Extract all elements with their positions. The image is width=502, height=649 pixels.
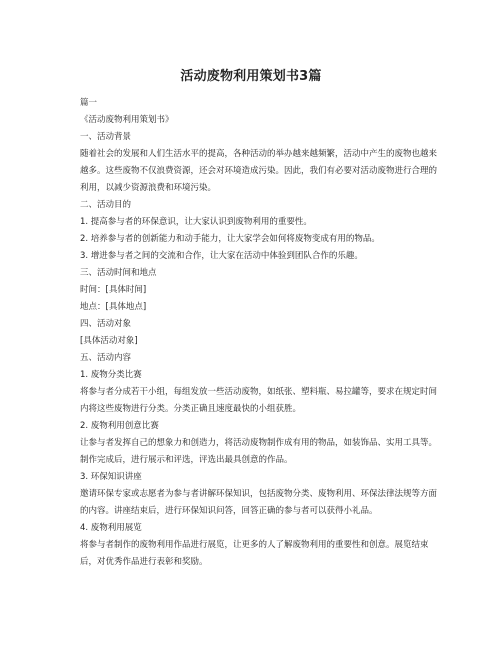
document-title: 活动废物利用策划书3篇 [180, 69, 322, 84]
paragraph: 让参与者发挥自己的想象力和创造力，将活动废物制作成有用的物品，如装饰品、实用工具等。制作完成后，进行展示和评选，评选出最具创意的作品。 [80, 438, 438, 465]
paragraph: 2. 废物利用创意比赛 [80, 421, 159, 431]
paragraph: 一、活动背景 [80, 132, 132, 142]
paragraph: 随着社会的发展和人们生活水平的提高，各种活动的举办越来越频繁，活动中产生的废物也越来越多。这些废物不仅浪费资源，还会对环境造成污染。因此，我们有必要对活动废物进行合理的利用，以减少资源浪费和环境污染。 [80, 149, 438, 193]
document-body [63, 95, 443, 571]
paragraph: 1. 提高参与者的环保意识，让大家认识到废物利用的重要性。 [80, 217, 312, 227]
paragraph: 三、活动时间和地点 [80, 268, 157, 278]
paragraph: [具体活动对象] [80, 336, 138, 346]
paragraph: 《活动废物利用策划书》 [80, 115, 174, 125]
paragraph: 将参与者分成若干小组，每组发放一些活动废物，如纸张、塑料瓶、易拉罐等，要求在规定时间内将这些废物进行分类。分类正确且速度最快的小组获胜。 [80, 387, 438, 414]
paragraph: 将参与者制作的废物利用作品进行展览，让更多的人了解废物利用的重要性和创意。展览结束后，对优秀作品进行表彰和奖励。 [80, 540, 429, 567]
paragraph: 2. 培养参与者的创新能力和动手能力，让大家学会如何将废物变成有用的物品。 [80, 234, 380, 244]
paragraph: 篇一 [80, 98, 98, 108]
paragraph: 时间：[具体时间] [80, 285, 147, 295]
paragraph: 3. 增进参与者之间的交流和合作，让大家在活动中体验到团队合作的乐趣。 [80, 251, 363, 261]
paragraph: 四、活动对象 [80, 319, 132, 329]
paragraph: 邀请环保专家或志愿者为参与者讲解环保知识，包括废物分类、废物利用、环保法律法规等方面的内容。讲座结束后，进行环保知识问答，回答正确的参与者可以获得小礼品。 [80, 489, 438, 516]
paragraph: 二、活动目的 [80, 200, 132, 210]
paragraph: 五、活动内容 [80, 353, 132, 363]
paragraph: 地点：[具体地点] [80, 302, 147, 312]
paragraph: 3. 环保知识讲座 [80, 472, 142, 482]
paragraph: 1. 废物分类比赛 [80, 370, 142, 380]
paragraph: 4. 废物利用展览 [80, 523, 142, 533]
